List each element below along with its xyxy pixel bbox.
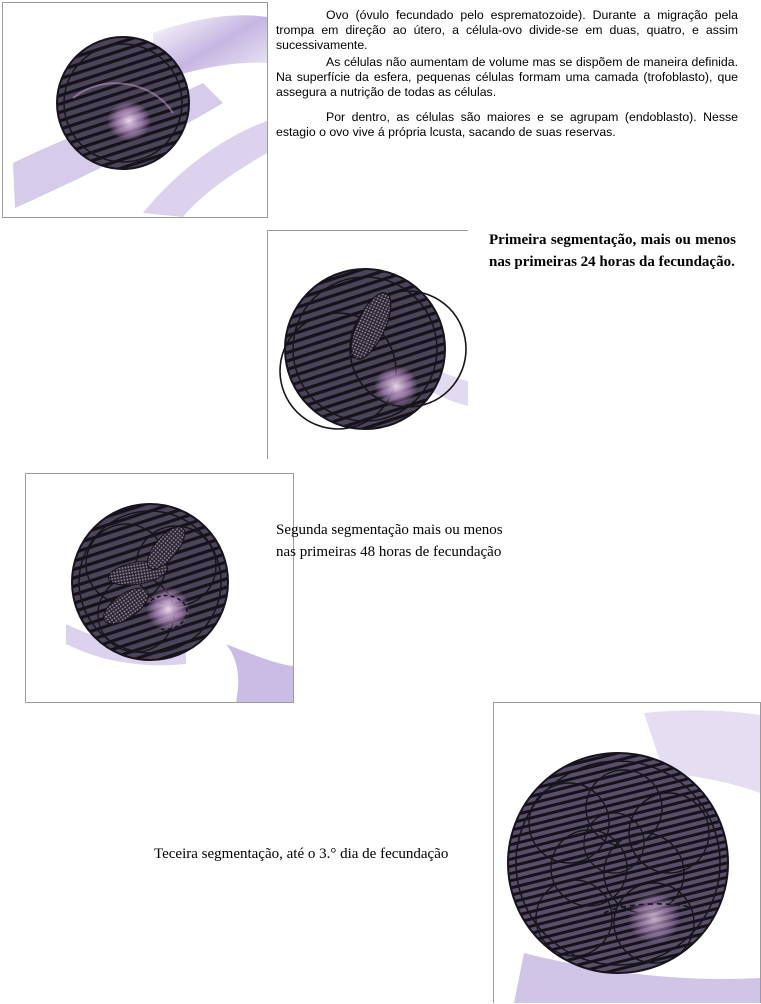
caption-segunda-segmentacao: Segunda segmentação mais ou menos nas primeiras 48 horas de fecundação (276, 522, 503, 560)
ovo-illustration (3, 3, 267, 217)
caption-primeira-segmentacao: Primeira segmentação, mais ou menos nas primeiras 24 horas da fecundação. (489, 232, 736, 270)
intro-paragraph-2: As células não aumentam de volume mas se dispõem de maneira definida. Na superfície da esfera, pequenas células formam uma camada (trofoblasto), que assegura a nutrição de todas as células. (276, 55, 738, 100)
primeira-segmentacao-illustration (268, 231, 468, 459)
terceira-segmentacao-illustration (494, 703, 760, 1003)
segunda-segmentacao-illustration (26, 474, 293, 702)
intro-paragraph-3: Por dentro, as células são maiores e se agrupam (endoblasto). Nesse estagio o ovo vive á própria lcusta, sacando de suas reservas. (276, 110, 738, 140)
figure-ovo (2, 2, 268, 218)
figure-segunda-segmentacao (25, 473, 294, 703)
caption-terceira-segmentacao: Teceira segmentação, até o 3.° dia de fecundação (154, 846, 449, 862)
figure-primeira-segmentacao (267, 230, 468, 459)
intro-paragraph-1: Ovo (óvulo fecundado pelo esprematozoide). Durante a migração pela trompa em direção ao útero, a célula-ovo divide-se em duas, quatro, e assim sucessivamente. (276, 8, 738, 53)
figure-terceira-segmentacao (493, 702, 761, 1003)
